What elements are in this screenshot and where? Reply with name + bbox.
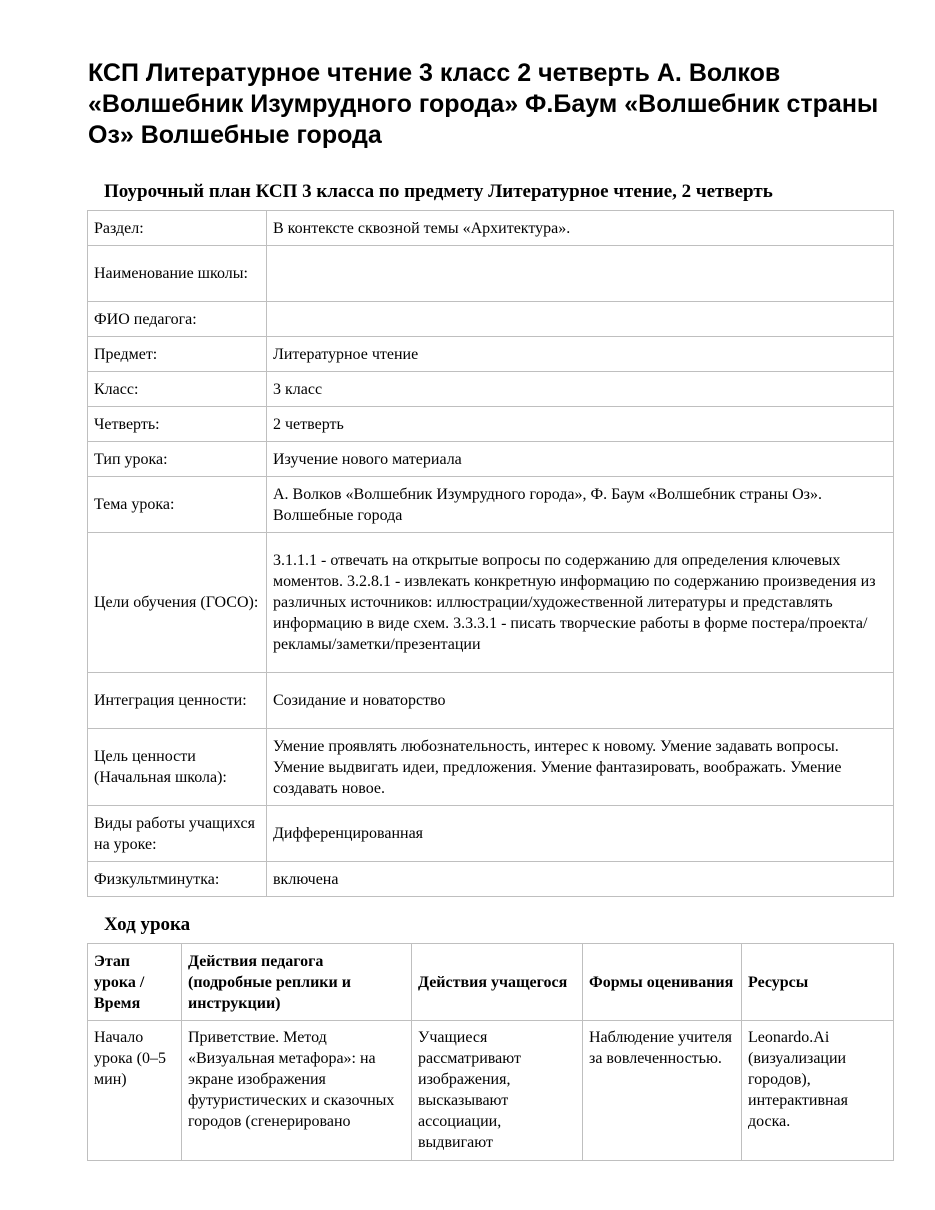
cell-resources: Leonardo.Ai (визуализации городов), интерактивная доска. <box>742 1021 894 1161</box>
row-label-value-goal: Цель ценности (Начальная школа): <box>88 729 267 806</box>
row-label-work-types: Виды работы учащихся на уроке: <box>88 806 267 862</box>
row-label-subject: Предмет: <box>88 337 267 372</box>
row-value-section: В контексте сквозной темы «Архитектура». <box>267 211 894 246</box>
table-row <box>88 302 894 337</box>
row-label-goals: Цели обучения (ГОСО): <box>88 533 267 673</box>
table-row <box>88 533 894 673</box>
table-row <box>88 806 894 862</box>
table-row <box>88 211 894 246</box>
row-value-subject: Литературное чтение <box>267 337 894 372</box>
row-label-teacher: ФИО педагога: <box>88 302 267 337</box>
row-label-exercise: Физкультминутка: <box>88 862 267 897</box>
table-row <box>88 729 894 806</box>
table-row <box>88 442 894 477</box>
table-row <box>88 246 894 302</box>
lesson-course-table <box>87 943 894 1161</box>
row-label-school: Наименование школы: <box>88 246 267 302</box>
row-value-lesson-type: Изучение нового материала <box>267 442 894 477</box>
row-value-work-types: Дифференцированная <box>267 806 894 862</box>
row-value-value-goal: Умение проявлять любознательность, интерес к новому. Умение задавать вопросы. Умение выдвигать идеи, предложения. Умение фантазировать, воображать. Умение создавать новое. <box>267 729 894 806</box>
row-value-teacher <box>267 302 894 337</box>
document-title: КСП Литературное чтение 3 класс 2 четверть А. Волков «Волшебник Изумрудного города» Ф.Баум «Волшебник страны Оз» Волшебные города <box>88 59 879 149</box>
table-row <box>88 372 894 407</box>
cell-assessment: Наблюдение учителя за вовлеченностью. <box>583 1021 742 1161</box>
table-row <box>88 673 894 729</box>
row-label-section: Раздел: <box>88 211 267 246</box>
row-value-values: Созидание и новаторство <box>267 673 894 729</box>
row-value-grade: 3 класс <box>267 372 894 407</box>
cell-stage: Начало урока (0–5 мин) <box>88 1021 182 1161</box>
row-value-school <box>267 246 894 302</box>
column-header-teacher: Действия педагога (подробные реплики и инструкции) <box>182 944 412 1021</box>
row-label-values: Интеграция ценности: <box>88 673 267 729</box>
cell-student: Учащиеся рассматривают изображения, высказывают ассоциации, выдвигают <box>412 1021 583 1161</box>
row-label-lesson-type: Тип урока: <box>88 442 267 477</box>
table-row <box>88 477 894 533</box>
row-value-exercise: включена <box>267 862 894 897</box>
column-header-stage: Этап урока / Время <box>88 944 182 1021</box>
table-row <box>88 862 894 897</box>
row-value-topic: А. Волков «Волшебник Изумрудного города», Ф. Баум «Волшебник страны Оз». Волшебные города <box>267 477 894 533</box>
table-row <box>88 1021 894 1161</box>
table-row <box>88 407 894 442</box>
column-header-assessment: Формы оценивания <box>583 944 742 1021</box>
row-value-goals: 3.1.1.1 - отвечать на открытые вопросы по содержанию для определения ключевых моментов. 3.2.8.1 - извлекать конкретную информацию по содержанию произведения из различных источников: иллюстрации/художественной литературы и представлять информацию в виде схем. 3.3.3.1 - писать творческие работы в форме постера/проекта/рекламы/заметки/презентации <box>267 533 894 673</box>
column-header-student: Действия учащегося <box>412 944 583 1021</box>
row-value-quarter: 2 четверть <box>267 407 894 442</box>
row-label-quarter: Четверть: <box>88 407 267 442</box>
row-label-topic: Тема урока: <box>88 477 267 533</box>
course-heading: Ход урока <box>104 914 191 935</box>
column-header-resources: Ресурсы <box>742 944 894 1021</box>
cell-teacher: Приветствие. Метод «Визуальная метафора»: на экране изображения футуристических и сказочных городов (сгенерировано <box>182 1021 412 1161</box>
row-label-grade: Класс: <box>88 372 267 407</box>
plan-heading: Поурочный план КСП 3 класса по предмету Литературное чтение, 2 четверть <box>104 181 773 202</box>
table-header-row <box>88 944 894 1021</box>
lesson-info-table <box>87 210 894 897</box>
table-row <box>88 337 894 372</box>
